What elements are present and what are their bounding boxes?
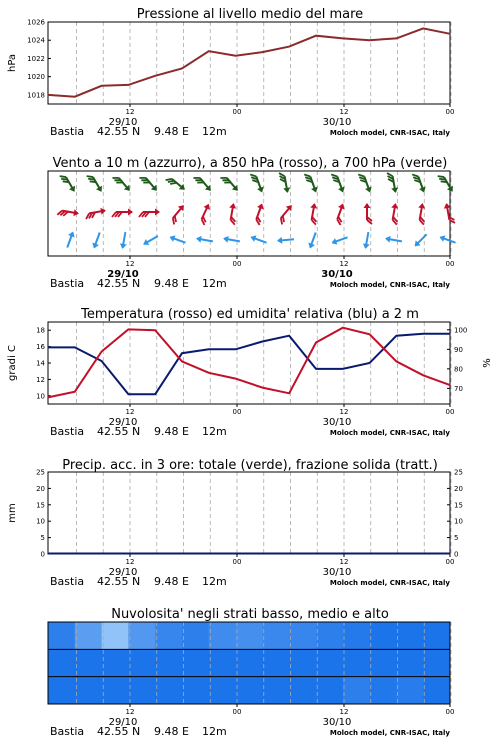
wind-head xyxy=(204,202,212,209)
wind-arrow xyxy=(438,234,456,246)
cloud-cell xyxy=(102,622,129,650)
wind-arrow xyxy=(168,234,186,246)
y-tick-label: 1022 xyxy=(27,54,45,63)
wind-head xyxy=(419,187,427,194)
cloud-cell xyxy=(236,649,263,677)
model-credit: Moloch model, CNR-ISAC, Italy xyxy=(329,129,450,137)
cloud-cell xyxy=(316,649,343,677)
location-lat: 42.55 N xyxy=(97,725,141,738)
cloud-cell xyxy=(343,649,370,677)
y-axis-label: mm xyxy=(7,503,18,523)
x-tick-label: 00 xyxy=(232,408,242,416)
x-tick-label: 12 xyxy=(339,558,349,566)
wind-head xyxy=(277,237,283,244)
model-credit: Moloch model, CNR-ISAC, Italy xyxy=(329,729,450,737)
chart-title: Vento a 10 m (azzurro), a 850 hPa (rosso), a 700 hPa (verde) xyxy=(52,156,448,171)
wind-head xyxy=(283,187,291,193)
wind-arrow xyxy=(220,173,240,195)
wind-head xyxy=(330,238,337,246)
wind-arrow xyxy=(166,174,188,194)
chart-title: Pressione al livello medio del mare xyxy=(136,7,364,22)
wind-head xyxy=(438,234,445,242)
wind-head xyxy=(249,234,256,242)
location-alt: 12m xyxy=(202,575,227,588)
wind-head xyxy=(365,187,373,194)
wind-head xyxy=(418,203,426,209)
location-alt: 12m xyxy=(202,425,227,438)
cloud-cell xyxy=(236,622,263,650)
location-lat: 42.55 N xyxy=(97,277,141,290)
cloud-cell xyxy=(236,677,263,705)
wind-head xyxy=(307,243,315,250)
date-label: 29/10 xyxy=(108,567,138,578)
cloud-cell xyxy=(423,649,450,677)
humidity-line xyxy=(48,334,450,395)
wind-head xyxy=(128,209,133,216)
x-tick-label: 12 xyxy=(125,558,135,566)
date-label: 29/10 xyxy=(107,269,139,280)
date-label: 30/10 xyxy=(321,269,353,280)
wind-arrow xyxy=(330,234,348,246)
y-axis-label: gradi C xyxy=(7,345,18,381)
y-tick-label: 14 xyxy=(36,359,45,368)
date-label: 30/10 xyxy=(322,717,352,728)
wind-arrow xyxy=(250,172,265,195)
date-label: 29/10 xyxy=(108,717,138,728)
location-lon: 9.48 E xyxy=(154,125,189,138)
cloud-cell xyxy=(370,649,397,677)
wind-arrow xyxy=(333,202,348,225)
cloud-cell xyxy=(182,622,209,650)
wind-arrow xyxy=(119,232,129,250)
pressure-line xyxy=(48,28,450,96)
x-tick-label: 12 xyxy=(339,708,349,716)
x-tick-label: 12 xyxy=(125,260,135,268)
cloud-cell xyxy=(128,622,155,650)
wind-head xyxy=(338,202,346,209)
wind-arrow xyxy=(197,202,214,225)
cloud-cell xyxy=(262,677,289,705)
y-tick-label-right: 70 xyxy=(454,384,463,393)
chart-title: Precip. acc. in 3 ore: totale (verde), frazione solida (tratt.) xyxy=(62,458,438,473)
cloud-cell xyxy=(209,677,236,705)
x-tick-label: 00 xyxy=(232,708,242,716)
y-tick-label: 1020 xyxy=(27,73,45,82)
cloud-cell xyxy=(48,677,75,705)
wind-arrow xyxy=(412,232,429,249)
cloud-cell xyxy=(75,649,102,677)
cloud-cell xyxy=(316,677,343,705)
wind-head xyxy=(223,235,229,243)
wind-head xyxy=(196,235,202,243)
y-tick-label-right: 100 xyxy=(454,326,468,335)
date-label: 29/10 xyxy=(108,417,138,428)
cloud-cell xyxy=(289,677,316,705)
wind-head xyxy=(168,234,175,242)
cloud-cell xyxy=(343,677,370,705)
cloud-cell xyxy=(155,677,182,705)
cloud-cell xyxy=(182,677,209,705)
wind-head xyxy=(310,203,318,209)
wind-head xyxy=(91,243,99,250)
location-lat: 42.55 N xyxy=(97,425,141,438)
cloud-cell xyxy=(423,622,450,650)
wind-arrow xyxy=(252,202,267,225)
location-lat: 42.55 N xyxy=(97,575,141,588)
y-tick-label-right: 20 xyxy=(454,484,463,493)
x-tick-label: 00 xyxy=(445,708,455,716)
x-tick-label: 12 xyxy=(339,408,349,416)
location-alt: 12m xyxy=(202,277,227,290)
plot-frame xyxy=(48,322,450,404)
wind-head xyxy=(311,187,319,194)
wind-head xyxy=(155,209,160,216)
cloud-cell xyxy=(75,677,102,705)
y-tick-label: 1018 xyxy=(27,91,45,100)
temperature-line xyxy=(48,328,450,398)
wind-arrow xyxy=(112,173,132,195)
x-tick-label: 00 xyxy=(445,108,455,116)
wind-arrow xyxy=(168,203,188,225)
wind-head xyxy=(362,243,370,249)
wind-arrow xyxy=(60,172,78,194)
cloud-cell xyxy=(209,649,236,677)
cloud-cell xyxy=(396,649,423,677)
y-tick-label: 18 xyxy=(36,326,45,335)
cloud-cell xyxy=(209,622,236,650)
date-label: 30/10 xyxy=(322,117,352,128)
wind-head xyxy=(68,230,76,237)
x-tick-label: 00 xyxy=(445,260,455,268)
y-axis-label: hPa xyxy=(7,53,18,73)
y-tick-label-right: 15 xyxy=(454,501,463,510)
x-tick-label: 12 xyxy=(125,108,135,116)
wind-arrow xyxy=(438,172,456,194)
chart-title: Temperatura (rosso) ed umidita' relativa (blu) a 2 m xyxy=(81,307,419,322)
date-label: 29/10 xyxy=(108,117,138,128)
location-name: Bastia xyxy=(50,575,85,588)
cloud-cell xyxy=(128,649,155,677)
y-tick-label: 1026 xyxy=(27,18,45,27)
x-tick-label: 12 xyxy=(125,708,135,716)
chart-title: Nuvolosita' negli strati basso, medio e alto xyxy=(111,607,389,622)
location-lon: 9.48 E xyxy=(154,277,189,290)
date-label: 30/10 xyxy=(322,417,352,428)
plot-frame xyxy=(48,171,450,256)
y-tick-label-right: 5 xyxy=(454,534,459,543)
y-tick-label: 15 xyxy=(36,501,45,510)
location-name: Bastia xyxy=(50,125,85,138)
wind-arrow xyxy=(307,203,319,225)
cloud-cell xyxy=(396,622,423,650)
plot-frame xyxy=(48,22,450,104)
x-tick-label: 12 xyxy=(339,260,349,268)
cloud-cell xyxy=(128,677,155,705)
cloud-cell xyxy=(343,622,370,650)
cloud-cell xyxy=(289,622,316,650)
x-tick-label: 12 xyxy=(125,408,135,416)
plot-frame xyxy=(48,472,450,554)
y-tick-label: 0 xyxy=(40,550,45,559)
wind-arrow xyxy=(412,172,427,195)
cloud-cell xyxy=(423,677,450,705)
location-alt: 12m xyxy=(202,725,227,738)
cloud-cell xyxy=(262,649,289,677)
cloud-cell xyxy=(48,622,75,650)
y-axis-label-right: % xyxy=(482,358,493,368)
cloud-cell xyxy=(102,649,129,677)
y-tick-label-right: 90 xyxy=(454,345,463,354)
cloud-cell xyxy=(316,622,343,650)
model-credit: Moloch model, CNR-ISAC, Italy xyxy=(329,429,450,437)
cloud-cell xyxy=(155,622,182,650)
wind-arrow xyxy=(139,173,159,195)
y-tick-label: 10 xyxy=(36,517,45,526)
cloud-cell xyxy=(102,677,129,705)
wind-arrow xyxy=(223,235,241,245)
cloud-cell xyxy=(182,649,209,677)
cloud-cell xyxy=(48,649,75,677)
model-credit: Moloch model, CNR-ISAC, Italy xyxy=(329,579,450,587)
y-tick-label-right: 0 xyxy=(454,550,459,559)
wind-arrow xyxy=(415,203,427,225)
location-lat: 42.55 N xyxy=(97,125,141,138)
wind-arrow xyxy=(91,231,103,249)
x-tick-label: 00 xyxy=(232,558,242,566)
location-lon: 9.48 E xyxy=(154,725,189,738)
cloud-cell xyxy=(370,677,397,705)
cloud-cell xyxy=(396,677,423,705)
x-tick-label: 00 xyxy=(232,260,242,268)
wind-arrow xyxy=(443,202,455,224)
wind-head xyxy=(385,235,391,243)
location-lon: 9.48 E xyxy=(154,425,189,438)
y-tick-label: 5 xyxy=(40,534,45,543)
wind-head xyxy=(141,239,149,248)
wind-head xyxy=(119,243,127,249)
cloud-cell xyxy=(262,622,289,650)
model-credit: Moloch model, CNR-ISAC, Italy xyxy=(329,281,450,289)
cloud-cell xyxy=(155,649,182,677)
wind-arrow xyxy=(249,234,267,246)
wind-arrow xyxy=(196,235,214,245)
y-tick-label: 12 xyxy=(36,375,45,384)
y-tick-label-right: 80 xyxy=(454,365,463,374)
y-tick-label: 25 xyxy=(36,468,45,477)
wind-arrow xyxy=(193,173,213,195)
wind-arrow xyxy=(277,236,295,244)
location-name: Bastia xyxy=(50,277,85,290)
location-alt: 12m xyxy=(202,125,227,138)
y-tick-label: 16 xyxy=(36,343,45,352)
cloud-cell xyxy=(289,649,316,677)
wind-arrow xyxy=(276,203,296,225)
y-tick-label: 10 xyxy=(36,392,45,401)
wind-head xyxy=(229,203,237,209)
cloud-cell xyxy=(370,622,397,650)
x-tick-label: 00 xyxy=(445,408,455,416)
wind-arrow xyxy=(388,203,400,225)
x-tick-label: 00 xyxy=(232,108,242,116)
x-tick-label: 12 xyxy=(339,108,349,116)
y-tick-label-right: 10 xyxy=(454,517,463,526)
wind-head xyxy=(338,187,346,194)
wind-head xyxy=(364,203,371,208)
location-lon: 9.48 E xyxy=(154,575,189,588)
y-tick-label: 1024 xyxy=(27,36,45,45)
y-tick-label-right: 25 xyxy=(454,468,463,477)
wind-arrow xyxy=(87,172,105,194)
location-name: Bastia xyxy=(50,425,85,438)
y-tick-label: 20 xyxy=(36,484,45,493)
cloud-cell xyxy=(75,622,102,650)
wind-arrow xyxy=(279,172,291,194)
date-label: 30/10 xyxy=(322,567,352,578)
wind-arrow xyxy=(64,230,76,248)
x-tick-label: 00 xyxy=(445,558,455,566)
wind-arrow xyxy=(385,235,403,245)
location-name: Bastia xyxy=(50,725,85,738)
